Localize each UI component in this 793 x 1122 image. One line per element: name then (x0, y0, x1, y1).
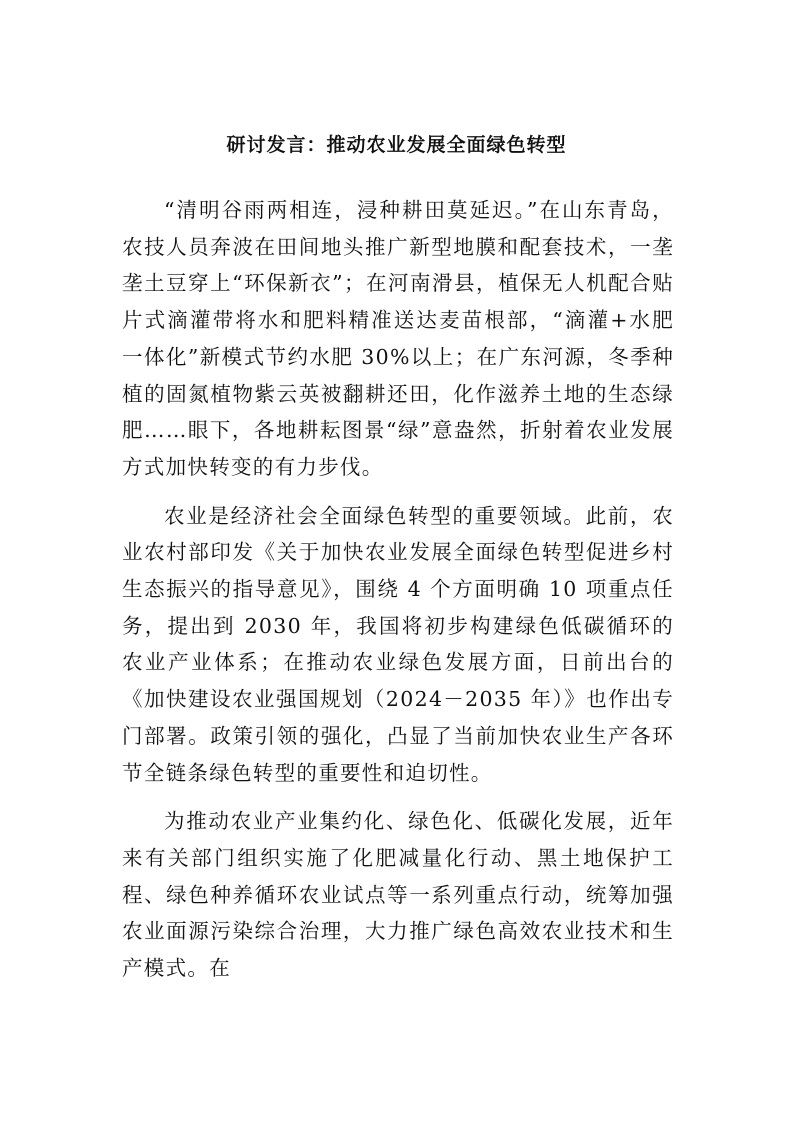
paragraph-1: “清明谷雨两相连，浸种耕田莫延迟。”在山东青岛，农技人员奔波在田间地头推广新型地膜和配套技术，一垄垄土豆穿上“环保新衣”；在河南滑县，植保无人机配合贴片式滴灌带将水和肥料精准送达麦苗根部，“滴灌+水肥一体化”新模式节约水肥 30%以上；在广东河源，冬季种植的固氮植物紫云英被翻耕还田，化作滋养土地的生态绿肥……眼下，各地耕耘图景“绿”意盎然，折射着农业发展方式加快转变的有力步伐。 (122, 198, 674, 479)
paragraph-3: 为推动农业产业集约化、绿色化、低碳化发展，近年来有关部门组织实施了化肥减量化行动、黑土地保护工程、绿色种养循环农业试点等一系列重点行动，统筹加强农业面源污染综合治理，大力推广绿色高效农业技术和生产模式。在 (122, 809, 674, 981)
document-title: 研讨发言：推动农业发展全面绿色转型 (226, 134, 567, 156)
document-body (122, 192, 674, 999)
paragraph-2: 农业是经济社会全面绿色转型的重要领域。此前，农业农村部印发《关于加快农业发展全面绿色转型促进乡村生态振兴的指导意见》，围绕 4 个方面明确 10 项重点任务，提出到 2030 年，我国将初步构建绿色低碳循环的农业产业体系；在推动农业绿色发展方面，日前出台的《加快建设农业强国规划（2024－2035 年）》也作出专门部署。政策引领的强化，凸显了当前加快农业生产各环节全链条绿色转型的重要性和迫切性。 (122, 503, 674, 785)
